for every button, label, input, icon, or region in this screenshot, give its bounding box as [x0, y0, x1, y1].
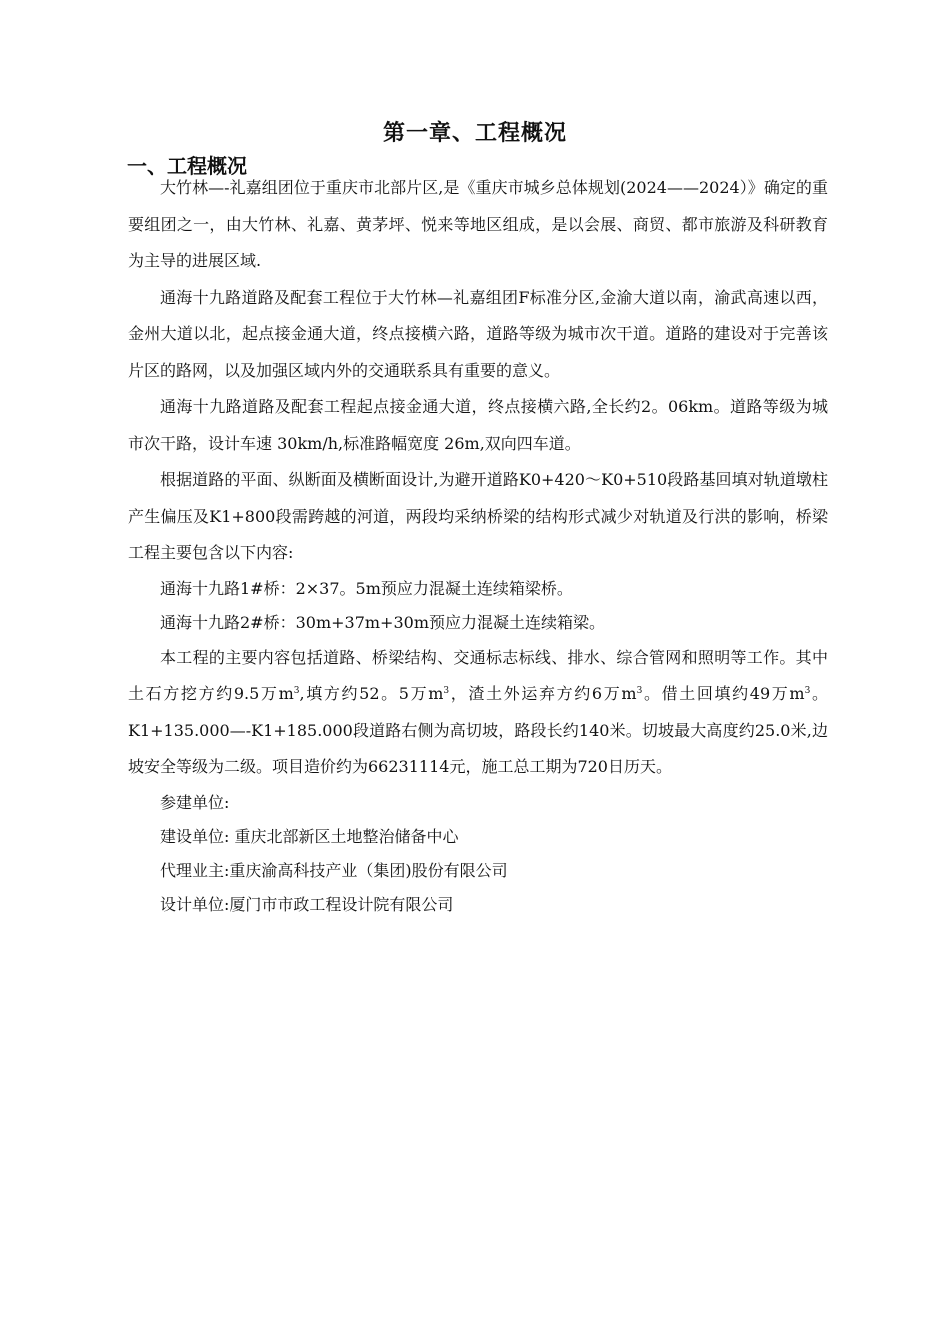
superscript-cubic: 3 [804, 686, 811, 696]
paragraph-design-unit: 设计单位:厦门市市政工程设计院有限公司 [160, 894, 454, 914]
paragraph-road-spec: 通海十九路道路及配套工程起点接金通大道，终点接横六路,全长约2。06km。道路等级为城市次干路，设计车速 30km/h,标准路幅宽度 26m,双向四车道。 [128, 397, 828, 453]
superscript-cubic: 3 [443, 686, 450, 696]
paragraph-participants-heading: 参建单位: [160, 792, 230, 812]
scope-text-b: ,填方约52。5万m [299, 684, 444, 703]
paragraph-bridge-2: 通海十九路2#桥：30m+37m+30m预应力混凝土连续箱梁。 [160, 612, 605, 632]
chapter-title: 第一章、工程概况 [382, 120, 567, 146]
paragraph-scope [128, 640, 828, 786]
superscript-cubic: 3 [293, 686, 300, 696]
scope-text-e: 。K1+135.000—-K1+185.000段道路右侧为高切坡，路段长约140米。切坡最大高度约25.0米,边坡安全等级为二级。项目造价约为66231114元，施工总工期为720日历天。 [128, 684, 828, 776]
document-body [128, 170, 828, 922]
scope-text-d: 。借土回填约49万m [642, 684, 805, 703]
paragraph-location: 通海十九路道路及配套工程位于大竹林—礼嘉组团F标准分区,金渝大道以南，渝武高速以西，金州大道以北，起点接金通大道，终点接横六路，道路等级为城市次干道。道路的建设对于完善该片区的路网，以及加强区域内外的交通联系具有重要的意义。 [128, 287, 828, 380]
paragraph-overview: 大竹林—-礼嘉组团位于重庆市北部片区,是《重庆市城乡总体规划(2024——2024）》确定的重要组团之一，由大竹林、礼嘉、黄茅坪、悦来等地区组成，是以会展、商贸、都市旅游及科研教育为主导的进展区域. [128, 178, 828, 270]
paragraph-agent-owner: 代理业主:重庆渝高科技产业（集团)股份有限公司 [160, 860, 508, 880]
scope-text-a: 本工程的主要内容包括道路、桥梁结构、交通标志标线、排水、综合管网和照明等工作。其中土石方挖方约9.5万m [128, 647, 828, 703]
superscript-cubic: 3 [636, 686, 643, 696]
scope-text-c: ，渣土外运弃方约6万m [449, 684, 637, 703]
paragraph-bridge-1: 通海十九路1#桥：2×37。5m预应力混凝土连续箱梁桥。 [160, 578, 573, 598]
paragraph-bridge-design: 根据道路的平面、纵断面及横断面设计,为避开道路K0+420～K0+510段路基回填对轨道墩柱产生偏压及K1+800段需跨越的河道，两段均采纳桥梁的结构形式减少对轨道及行洪的影响，桥梁工程主要包含以下内容: [128, 470, 828, 562]
paragraph-construction-unit: 建设单位: 重庆北部新区土地整治储备中心 [160, 826, 459, 846]
section-title: 一、工程概况 [127, 154, 247, 178]
